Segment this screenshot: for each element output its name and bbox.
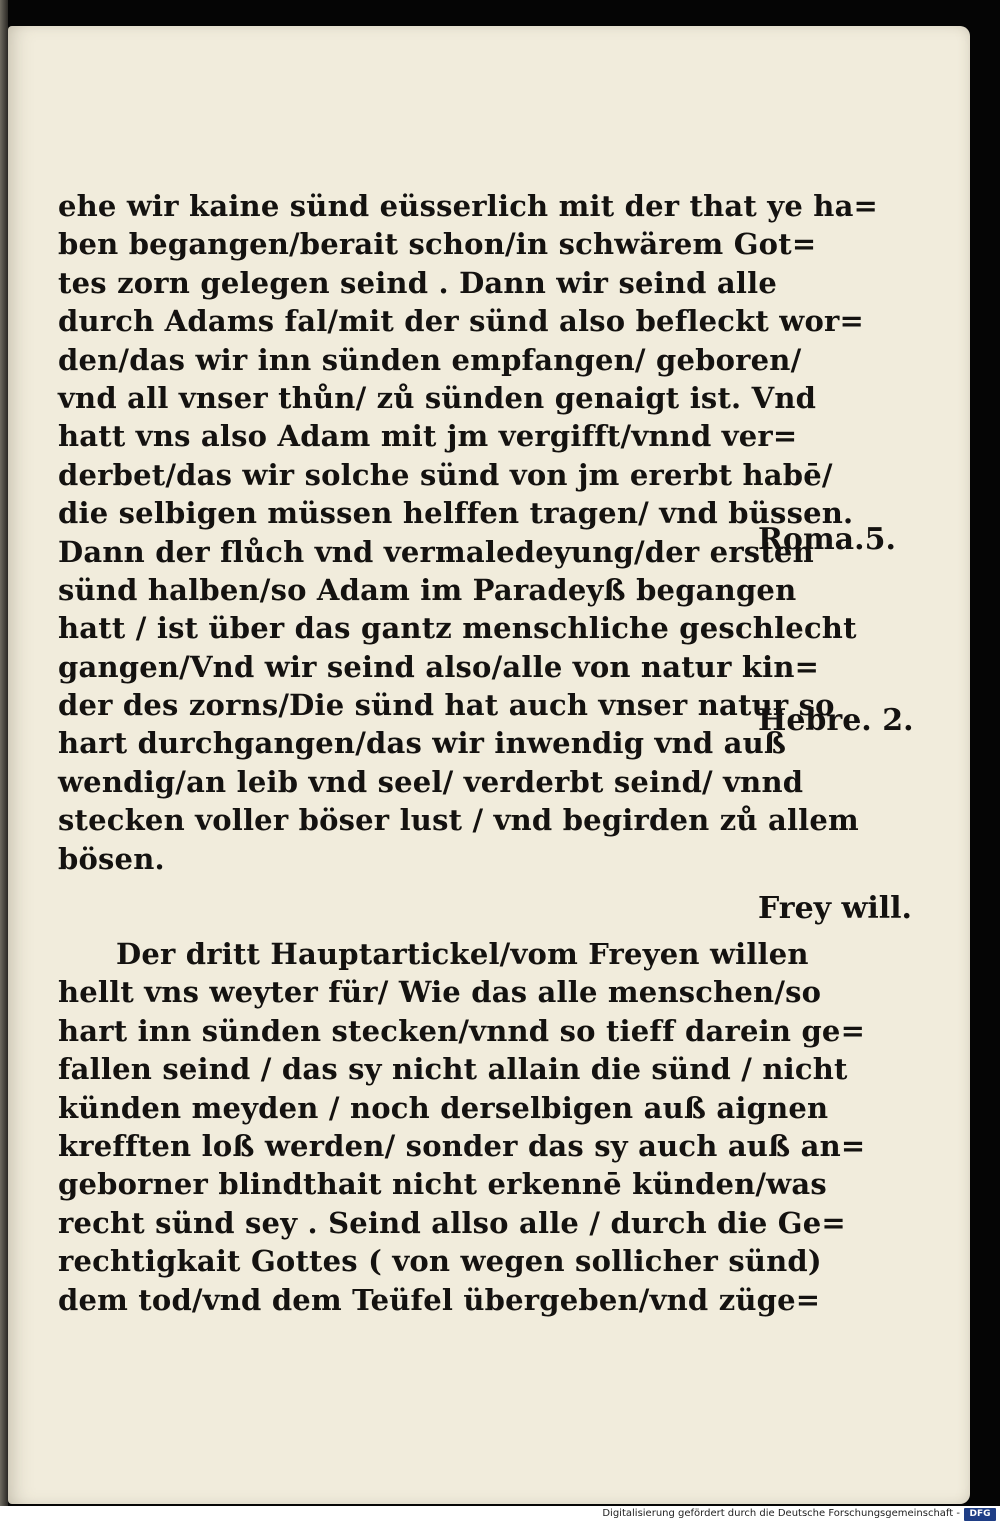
text-line: krefften loß werden/ sonder das sy auch auß an=: [58, 1128, 866, 1163]
text-line: hatt vns also Adam mit jm vergifft/vnnd ver=: [58, 419, 798, 454]
text-line: wendig/an leib vnd seel/ verderbt seind/ vnnd: [58, 764, 804, 799]
text-line: tes zorn gelegen seind . Dann wir seind alle: [58, 265, 777, 300]
text-line: Dann der flůch vnd vermaledeyung/der ersten: [58, 534, 814, 569]
text-line: hellt vns weyter für/ Wie das alle menschen/so: [58, 975, 822, 1010]
text-line: stecken voller böser lust / vnd begirden zů allem: [58, 803, 859, 838]
text-line: recht sünd sey . Seind allso alle / durch die Ge=: [58, 1205, 846, 1240]
text-line: dem tod/vnd dem Teüfel übergeben/vnd züge=: [58, 1282, 821, 1317]
text-line: gangen/Vnd wir seind also/alle von natur kin=: [58, 649, 820, 684]
text-line: hart inn sünden stecken/vnnd so tieff darein ge=: [58, 1013, 866, 1048]
text-line: Der dritt Hauptartickel/vom Freyen willen: [116, 937, 809, 972]
text-line: ehe wir kaine sünd eüsserlich mit der that ye ha=: [58, 189, 879, 223]
text-line: der des zorns/Die sünd hat auch vnser natur so: [58, 688, 835, 723]
text-line: die selbigen müssen helffen tragen/ vnd büssen.: [58, 496, 854, 531]
digitization-footer: [0, 1506, 1000, 1523]
marginal-note-romans: Roma.5.: [758, 522, 896, 557]
dfg-logo: DFG: [964, 1508, 996, 1521]
funding-credit: Digitalisierung gefördert durch die Deutsche Forschungsgemeinschaft -: [602, 1508, 960, 1519]
text-line: den/das wir inn sünden empfangen/ geboren/: [58, 342, 802, 377]
text-line: ben begangen/berait schon/in schwärem Got=: [58, 227, 817, 262]
text-line: durch Adams fal/mit der sünd also befleckt wor=: [58, 304, 864, 339]
paragraph-2: [58, 935, 866, 1319]
paragraph-gap: [58, 878, 758, 935]
text-line: hatt / ist über das gantz menschliche geschlecht: [58, 611, 857, 646]
text-line: hart durchgangen/das wir inwendig vnd auß: [58, 726, 787, 761]
text-line: fallen seind / das sy nicht allain die sünd / nicht: [58, 1052, 848, 1087]
marginal-note-hebrews: Hebre. 2.: [758, 703, 914, 738]
marginal-note-free-will: Frey will.: [758, 891, 912, 926]
text-line: bösen.: [58, 841, 165, 876]
text-line: geborner blindthait nicht erkennē künden/was: [58, 1167, 827, 1202]
text-line: derbet/das wir solche sünd von jm ererbt habē/: [58, 457, 833, 492]
text-line: rechtigkait Gottes ( von wegen sollicher sünd): [58, 1244, 822, 1279]
text-line: vnd all vnser thůn/ zů sünden genaigt ist. Vnd: [58, 380, 817, 415]
book-binding-edge: [0, 0, 8, 1506]
text-line: sünd halben/so Adam im Paradeyß begangen: [58, 572, 797, 607]
text-line: künden meyden / noch derselbigen auß aignen: [58, 1090, 829, 1125]
